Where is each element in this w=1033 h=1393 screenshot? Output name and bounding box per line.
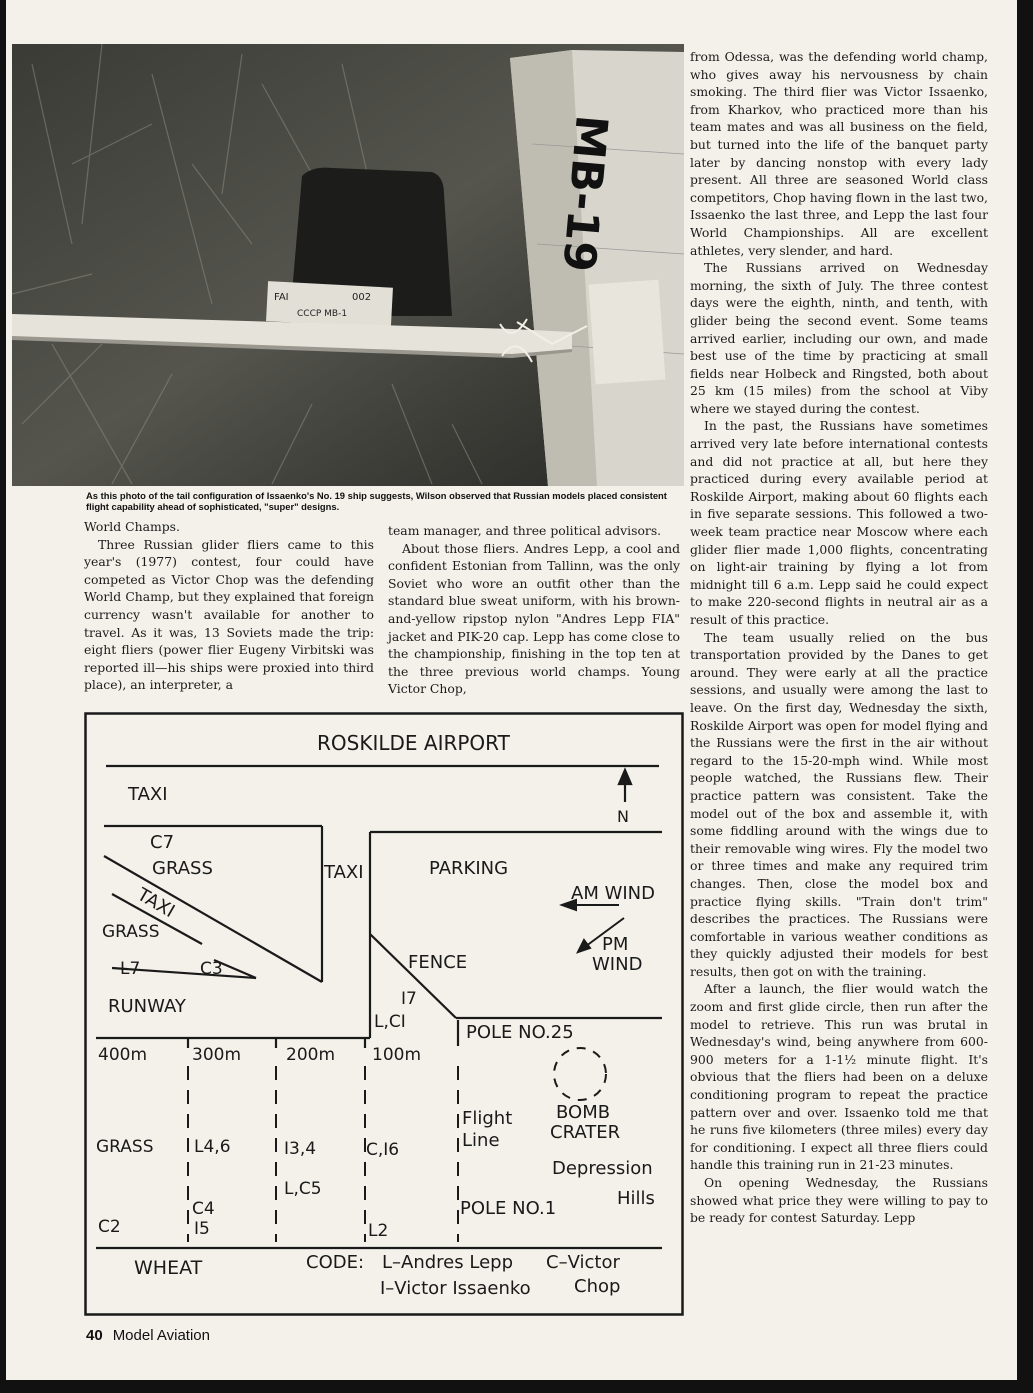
tag-text-cccp: CCCP MB-1 (297, 309, 348, 319)
label-c4: C4 (192, 1199, 215, 1219)
label-i34: I3,4 (284, 1139, 317, 1159)
label-100m: 100m (372, 1045, 422, 1065)
paragraph: On opening Wednesday, the Russians showed what price they were willing to pay to be ready for contest Saturday. Lepp (690, 1175, 988, 1226)
label-c7: C7 (150, 832, 175, 853)
label-hills: Hills (617, 1188, 655, 1209)
label-wheat: WHEAT (134, 1257, 203, 1279)
label-pm: PM (602, 934, 629, 955)
label-200m: 200m (286, 1045, 336, 1065)
label-line: Line (462, 1130, 500, 1151)
fin-number-text: MB-19 (552, 113, 617, 274)
label-code-issaenko: I–Victor Issaenko (380, 1278, 531, 1299)
label-l7: L7 (120, 959, 141, 979)
text-column-1 (84, 518, 374, 694)
label-bomb: BOMB (556, 1102, 611, 1123)
photo-illustration (12, 44, 684, 486)
label-300m: 300m (192, 1045, 242, 1065)
magazine-page (6, 0, 1017, 1380)
label-grass-3: GRASS (96, 1137, 154, 1157)
label-crater: CRATER (550, 1122, 621, 1143)
paragraph: In the past, the Russians have sometimes arrived very late before international contests and did not practice at all, but here they practiced during every available period at Roskilde Airport, making about 60 flights each in five separate sessions. This followed a two-week team practice near Moscow where each glider flier made 1,000 flights, concentrating on light-air training by flying a lot from midnight till 6 a.m. Lepp said he could expect to make 220-second flights in neutral air as a result of this practice. (690, 418, 988, 627)
label-c2: C2 (98, 1217, 121, 1237)
tag-text-number: 002 (352, 292, 372, 303)
label-i5: I5 (194, 1219, 210, 1239)
label-runway: RUNWAY (108, 996, 186, 1017)
label-i7: I7 (401, 989, 417, 1009)
tag-text-fai: FAI (274, 292, 289, 303)
map-title: ROSKILDE AIRPORT (317, 731, 510, 755)
paragraph: The Russians arrived on Wednesday morning, the sixth of July. The three contest days were the eighth, ninth, and tenth, with glider being the second event. Some teams arrived earlier, including our own, and made best use of the time by practicing at small fields near Holbeck and Ringsted, both about 25 km (15 miles) from the school at Viby where we stayed during the contest. (690, 260, 988, 416)
label-flight: Flight (462, 1108, 513, 1129)
paragraph: Three Russian glider fliers came to this year's (1977) contest, four could have competed as Victor Chop was the defending World Champ, but they explained that foreign currency wasn't available for another to travel. As it was, 13 Soviets made the trip: eight fliers (power flier Eugeny Virbitski was reported ill—his ships were proxied into third place), an interpreter, a (84, 536, 374, 693)
roskilde-airport-map (84, 712, 684, 1316)
label-l2: L2 (368, 1221, 389, 1241)
text-column-3 (690, 48, 988, 1227)
label-c3: C3 (200, 959, 223, 979)
photo-caption: As this photo of the tail configuration of Issaenko's No. 19 ship suggests, Wilson observed that Russian models placed consistent flight capability ahead of sophisticated, "super" designs. (86, 490, 667, 512)
label-am-wind: AM WIND (571, 883, 655, 904)
label-pole-25: POLE NO.25 (466, 1022, 574, 1043)
label-l46: L4,6 (194, 1137, 231, 1157)
label-taxi-diagonal: TAXI (133, 884, 179, 923)
label-taxi-mid: TAXI (324, 862, 364, 883)
label-depression: Depression (552, 1158, 653, 1179)
text-column-2 (388, 522, 680, 698)
label-wind: WIND (592, 954, 643, 975)
label-lc5: L,C5 (284, 1179, 322, 1199)
magazine-name: Model Aviation (112, 1327, 210, 1344)
label-lci: L,CI (374, 1012, 406, 1032)
paragraph: World Champs. (84, 519, 180, 534)
label-north: N (617, 807, 629, 826)
label-400m: 400m (98, 1045, 148, 1065)
label-code-chop-2: Chop (574, 1276, 621, 1297)
page-number: 40 (86, 1327, 103, 1344)
label-ci6: C,I6 (366, 1140, 400, 1160)
paragraph: team manager, and three political advisors. (388, 523, 662, 538)
paragraph: The team usually relied on the bus transportation provided by the Danes to get around. They were early at all the practice sessions, and usually were among the last to leave. On the first day, Wednesday the sixth, Roskilde Airport was open for model flying and the Russians were the first in the air without regard to the 15-20-mph wind. While most people watched, the Russians flew. Their practice pattern was consistent. Take the model out of the box and assemble it, with some fiddling around with the wings due to their removable wing wires. Fly the model two or three times and make any required trim changes. Then, close the model box and practice flying skills. "Train don't trim" describes the practices. The Russians were comfortable in various weather conditions as they quickly adjusted their models for best results, then got on with the training. (690, 629, 988, 979)
label-taxi-top: TAXI (128, 784, 168, 805)
label-pole-1: POLE NO.1 (460, 1198, 557, 1219)
page-footer (86, 1327, 210, 1344)
label-fence: FENCE (408, 952, 468, 973)
paragraph: from Odessa, was the defending world champ, who gives away his nervousness by chain smoking. The third flier was Victor Issaenko, from Kharkov, who practiced more than his team mates and was all business on the field, but turned into the life of the banquet party later by dancing nonstop with every lady present. All three are seasoned World class competitors, Chop having flown in the last two, Issaenko the last three, and Lepp the last four World Championships. All are excellent athletes, very slender, and hard. (690, 49, 988, 258)
label-grass-1: GRASS (152, 858, 213, 879)
label-code: CODE: (306, 1252, 365, 1273)
label-grass-2: GRASS (102, 922, 160, 942)
glider-tail-photo (12, 44, 684, 486)
label-parking: PARKING (429, 858, 509, 879)
label-code-chop: C–Victor (546, 1252, 620, 1273)
bomb-crater-circle (554, 1048, 606, 1100)
north-arrow-icon (619, 770, 631, 802)
paragraph: About those fliers. Andres Lepp, a cool and confident Estonian from Tallinn, was the only Soviet who wore an outfit other than the standard blue sweat uniform, with his brown-and-yellow ripstop nylon "Andres Lepp FIA" jacket and PIK-20 cap. Lepp has come close to the championship, finishing in the top ten at the three previous world champs. Young Victor Chop, (388, 540, 680, 697)
label-code-lepp: L–Andres Lepp (382, 1252, 513, 1273)
paragraph: After a launch, the flier would watch the zoom and first glide circle, then run after the model to retrieve. This run was brutal in Wednesday's wind, being anywhere from 600-900 meters for a 1-1½ minute flight. It's obvious that the fliers had been on a deluxe conditioning program to repeat the practice pattern over and over. Issaenko told me that he runs five kilometers (three miles) every day for conditioning. I expect all three fliers could handle this training run in 21-23 minutes. (690, 981, 988, 1173)
